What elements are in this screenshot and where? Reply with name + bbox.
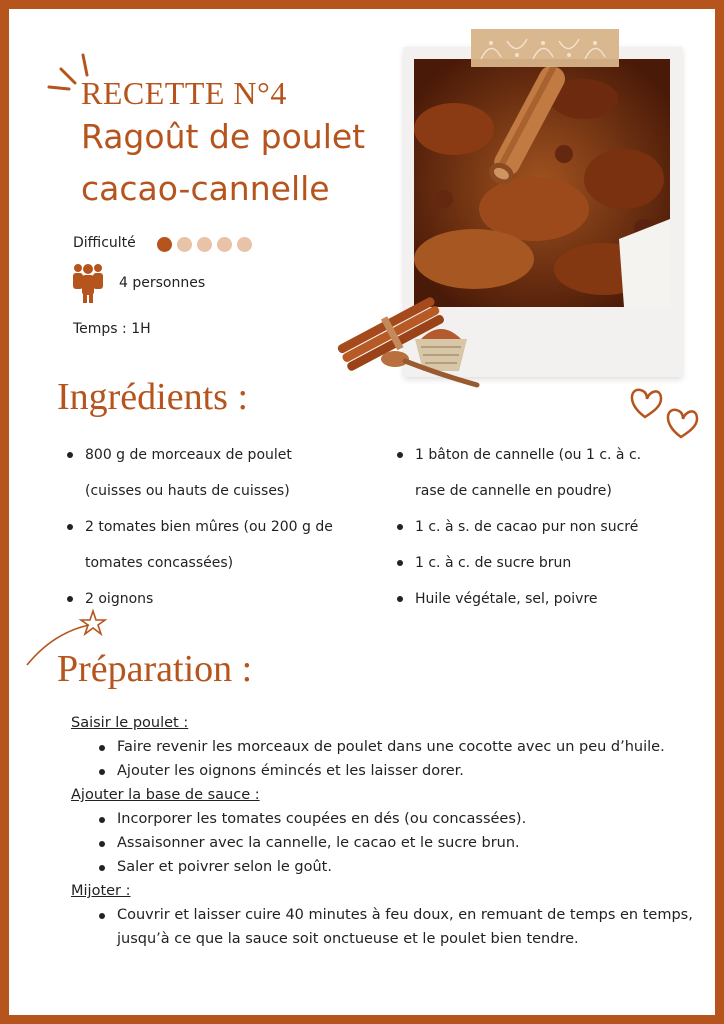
washi-tape bbox=[471, 29, 619, 67]
difficulty-dot bbox=[157, 237, 172, 252]
difficulty-dot bbox=[237, 237, 252, 252]
ingredient-item: Huile végétale, sel, poivre bbox=[393, 581, 693, 617]
difficulty-label: Difficulté bbox=[73, 235, 136, 251]
ingredients-list-right bbox=[393, 437, 693, 617]
difficulty-dot bbox=[177, 237, 192, 252]
cooking-time: Temps : 1H bbox=[73, 321, 151, 337]
prep-section-heading: Mijoter : bbox=[71, 883, 131, 899]
prep-step: Ajouter les oignons émincés et les laisser dorer. bbox=[117, 759, 701, 783]
ingredient-item: 1 c. à s. de cacao pur non sucré bbox=[393, 509, 693, 545]
prep-step: Faire revenir les morceaux de poulet dans une cocotte avec un peu d’huile. bbox=[117, 735, 701, 759]
ingredient-item: 2 tomates bien mûres (ou 200 g de tomates concassées) bbox=[63, 509, 373, 581]
prep-section-heading: Saisir le poulet : bbox=[71, 715, 189, 731]
difficulty-rating bbox=[157, 237, 252, 252]
recipe-title-line1: Ragoût de poulet bbox=[81, 117, 366, 156]
hearts-icon bbox=[627, 381, 703, 443]
prep-step-list bbox=[71, 807, 701, 879]
prep-step: Saler et poivrer selon le goût. bbox=[117, 855, 701, 879]
ingredient-item: 2 oignons bbox=[63, 581, 373, 617]
prep-step: Incorporer les tomates coupées en dés (ou concassées). bbox=[117, 807, 701, 831]
cocoa-bowl-illustration bbox=[371, 309, 481, 391]
prep-step-list bbox=[71, 735, 701, 783]
ingredient-item: 1 bâton de cannelle (ou 1 c. à c. rase de cannelle en poudre) bbox=[393, 437, 693, 509]
dish-photo bbox=[414, 59, 670, 307]
recipe-title-line2: cacao-cannelle bbox=[81, 169, 330, 208]
people-group-icon bbox=[71, 259, 105, 305]
ingredients-list-left bbox=[63, 437, 373, 617]
difficulty-dot bbox=[197, 237, 212, 252]
servings: 4 personnes bbox=[119, 275, 206, 291]
prep-step: Couvrir et laisser cuire 40 minutes à feu doux, en remuant de temps en temps, jusqu’à ce que la sauce soit onctueuse et le poulet bien tendre. bbox=[117, 903, 701, 951]
prep-step-list bbox=[71, 903, 701, 951]
recipe-number: RECETTE N°4 bbox=[81, 75, 287, 111]
preparation-title: Préparation : bbox=[57, 648, 253, 690]
ingredient-item: 800 g de morceaux de poulet (cuisses ou hauts de cuisses) bbox=[63, 437, 373, 509]
ingredient-item: 1 c. à c. de sucre brun bbox=[393, 545, 693, 581]
difficulty-dot bbox=[217, 237, 232, 252]
prep-step: Assaisonner avec la cannelle, le cacao et le sucre brun. bbox=[117, 831, 701, 855]
prep-section-heading: Ajouter la base de sauce : bbox=[71, 787, 260, 803]
preparation-steps bbox=[71, 711, 701, 951]
ingredients-title: Ingrédients : bbox=[57, 376, 249, 418]
